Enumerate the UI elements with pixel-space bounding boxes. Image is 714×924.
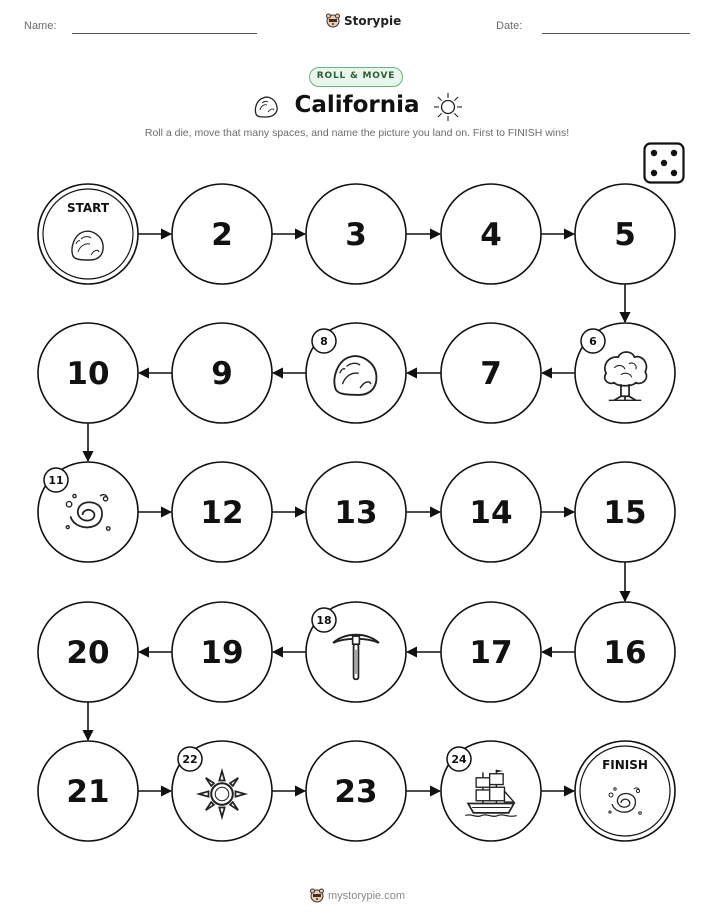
board-space[interactable] <box>38 462 138 562</box>
space-number: 15 <box>603 495 647 531</box>
board-space[interactable] <box>575 323 675 423</box>
space-number: 24 <box>451 753 467 766</box>
board-space[interactable] <box>172 462 272 562</box>
board-space[interactable] <box>172 323 272 423</box>
footer <box>310 888 405 904</box>
board-space[interactable] <box>38 323 138 423</box>
space-number: 20 <box>66 635 110 671</box>
activity-type-badge: ROLL & MOVE <box>309 67 403 87</box>
space-number: 13 <box>334 495 378 531</box>
finish-label: FINISH <box>602 758 648 772</box>
space-number: 8 <box>320 335 328 348</box>
space-number: 18 <box>316 614 332 627</box>
space-number: 10 <box>66 356 110 392</box>
space-number: 12 <box>200 495 244 531</box>
board-space[interactable] <box>575 184 675 284</box>
finish-space[interactable] <box>575 741 675 841</box>
space-circle <box>575 741 675 841</box>
board-space[interactable] <box>575 462 675 562</box>
board-space[interactable] <box>38 602 138 702</box>
storypie-mascot-icon <box>310 888 324 904</box>
board-space[interactable] <box>306 184 406 284</box>
space-number: 16 <box>603 635 647 671</box>
brand-name: Storypie <box>344 14 402 28</box>
space-number: 11 <box>48 474 64 487</box>
footer-link[interactable]: mystorypie.com <box>328 890 406 902</box>
boulder-icon <box>72 231 103 260</box>
start-space[interactable] <box>38 184 138 284</box>
board-space[interactable] <box>306 462 406 562</box>
board-space[interactable] <box>306 323 406 423</box>
board-spaces <box>38 184 675 841</box>
board-space[interactable] <box>172 741 272 841</box>
board-space[interactable] <box>441 323 541 423</box>
sun-icon <box>199 771 245 817</box>
space-number: 19 <box>200 635 244 671</box>
board-space[interactable] <box>172 184 272 284</box>
space-number: 9 <box>211 356 233 392</box>
board-space[interactable] <box>172 602 272 702</box>
board-space[interactable] <box>38 741 138 841</box>
space-number: 6 <box>589 335 597 348</box>
date-label: Date: <box>496 20 523 32</box>
board-space[interactable] <box>441 741 541 841</box>
board-space[interactable] <box>306 602 406 702</box>
space-number: 5 <box>614 217 636 253</box>
space-number: 7 <box>480 356 502 392</box>
space-number: 17 <box>469 635 513 671</box>
space-number: 4 <box>480 217 502 253</box>
boulder-icon <box>334 356 376 395</box>
board-space[interactable] <box>441 462 541 562</box>
space-number: 3 <box>345 217 367 253</box>
board-space[interactable] <box>441 602 541 702</box>
board-space[interactable] <box>441 184 541 284</box>
space-number: 14 <box>469 495 513 531</box>
name-label: Name: <box>24 20 57 32</box>
board-space[interactable] <box>306 741 406 841</box>
space-number: 22 <box>182 753 198 766</box>
space-number: 23 <box>334 774 378 810</box>
page-title: California <box>294 92 420 118</box>
board-space[interactable] <box>575 602 675 702</box>
instructions-text: Roll a die, move that many spaces, and name the picture you land on. First to FINISH wins! <box>144 127 570 139</box>
space-number: 2 <box>211 217 233 253</box>
start-label: START <box>66 201 110 215</box>
space-number: 21 <box>66 774 110 810</box>
